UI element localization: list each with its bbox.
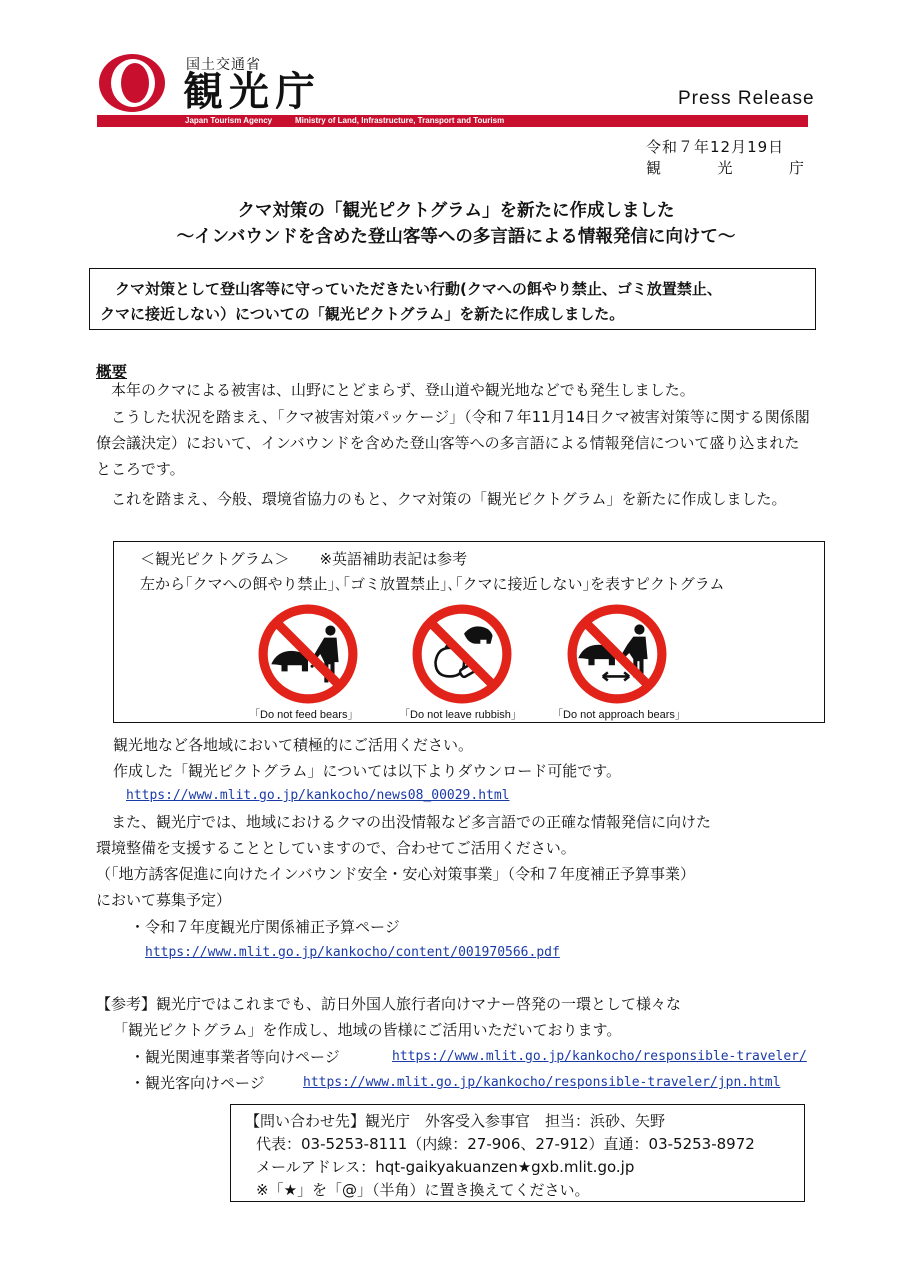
agency-english-name: Japan Tourism Agency bbox=[185, 116, 273, 125]
no-rubbish-icon bbox=[411, 603, 513, 705]
summary-line-2: クマに接近しない）についての「観光ピクトグラム」を新たに作成しました。 bbox=[100, 305, 625, 323]
reference-line-2: 「観光ピクトグラム」を作成し、地域の皆様にご活用いただいております。 bbox=[113, 1021, 622, 1039]
agency-logo bbox=[97, 52, 167, 114]
no-approaching-bears-icon bbox=[566, 603, 668, 705]
issuer-char: 庁 bbox=[788, 159, 804, 177]
support-line-2: 環境整備を支援することとしていますので、合わせてご活用ください。 bbox=[96, 839, 576, 857]
issuer-char: 光 bbox=[717, 159, 733, 177]
pictogram-description: 左から｢クマへの餌やり禁止｣､｢ゴミ放置禁止｣､｢クマに接近しない｣を表すピクトグラム bbox=[140, 575, 725, 593]
overview-paragraph-3: これを踏まえ、今般、環境省協力のもと、クマ対策の「観光ピクトグラム」を新たに作成しました。 bbox=[96, 490, 787, 508]
business-page-label: ・観光関連事業者等向けページ bbox=[130, 1048, 340, 1066]
tourist-page-label: ・観光客向けページ bbox=[130, 1074, 265, 1092]
page-title bbox=[96, 198, 816, 250]
issuer bbox=[646, 157, 804, 178]
agency-name: 観光庁 bbox=[183, 69, 321, 115]
overview-heading: 概要 bbox=[96, 363, 128, 381]
summary-line-1: クマ対策として登山客等に守っていただきたい行動(クマへの餌やり禁止、ゴミ放置禁止、 bbox=[100, 280, 722, 298]
title-line-2: ～インバウンドを含めた登山客等への多言語による情報発信に向けて～ bbox=[176, 227, 736, 247]
contact-line-4: ※「★」を「@」（半角）に置き換えてください。 bbox=[256, 1181, 590, 1199]
ministry-english-name: Ministry of Land, Infrastructure, Transport and Tourism bbox=[295, 116, 505, 125]
pictogram-caption: 「Do not approach bears」 bbox=[552, 709, 686, 721]
title-line-1: クマ対策の「観光ピクトグラム」を新たに作成しました bbox=[237, 201, 675, 221]
contact-line-1: 【問い合わせ先】観光庁 外客受入参事官 担当：浜砂、矢野 bbox=[245, 1112, 666, 1130]
budget-page-link[interactable]: https://www.mlit.go.jp/kankocho/content/001970566.pdf bbox=[145, 945, 560, 960]
contact-line-2: 代表：03-5253-8111（内線：27-906、27-912）直通：03-5253-8972 bbox=[256, 1135, 755, 1153]
no-feeding-bears-icon bbox=[257, 603, 359, 705]
issuer-char: 観 bbox=[646, 159, 662, 177]
release-date: 令和７年12月19日 bbox=[646, 138, 785, 156]
overview-paragraph-1: 本年のクマによる被害は、山野にとどまらず、登山道や観光地などでも発生しました。 bbox=[96, 381, 695, 399]
program-line-1: （「地方誘客促進に向けたインバウンド安全・安心対策事業」（令和７年度補正予算事業） bbox=[96, 865, 695, 883]
pictogram-caption: 「Do not feed bears」 bbox=[249, 709, 359, 721]
download-sentence: 作成した「観光ピクトグラム」については以下よりダウンロード可能です。 bbox=[113, 762, 622, 780]
business-page-link[interactable]: https://www.mlit.go.jp/kankocho/responsible-traveler/ bbox=[392, 1049, 807, 1064]
header-red-bar bbox=[97, 115, 808, 127]
contact-line-3: メールアドレス：hqt-gaikyakuanzen★gxb.mlit.go.jp bbox=[256, 1158, 635, 1176]
pictogram-caption: 「Do not leave rubbish」 bbox=[399, 709, 522, 721]
use-sentence: 観光地など各地域において積極的にご活用ください。 bbox=[113, 736, 474, 754]
reference-line-1: 【参考】観光庁ではこれまでも、訪日外国人旅行者向けマナー啓発の一環として様々な bbox=[96, 995, 682, 1013]
tourist-page-link[interactable]: https://www.mlit.go.jp/kankocho/responsible-traveler/jpn.html bbox=[303, 1075, 781, 1090]
overview-paragraph-2: こうした状況を踏まえ、「クマ被害対策パッケージ」（令和７年11月14日クマ被害対策等に関する関係閣僚会議決定）において、インバウンドを含めた登山客等への多言語による情報発信について盛り込まれたところです。 bbox=[96, 408, 810, 478]
program-line-2: において募集予定） bbox=[96, 891, 232, 909]
support-line-1: また、観光庁では、地域におけるクマの出没情報など多言語での正確な情報発信に向けた bbox=[96, 813, 712, 831]
pictogram-download-link[interactable]: https://www.mlit.go.jp/kankocho/news08_00029.html bbox=[126, 788, 510, 803]
pictogram-heading: ＜観光ピクトグラム＞ ※英語補助表記は参考 bbox=[140, 550, 468, 568]
ministry-name: 国土交通省 bbox=[186, 57, 261, 73]
press-release-label: Press Release bbox=[678, 88, 815, 109]
summary-box bbox=[89, 268, 816, 330]
budget-page-label: ・令和７年度観光庁関係補正予算ページ bbox=[130, 918, 400, 936]
